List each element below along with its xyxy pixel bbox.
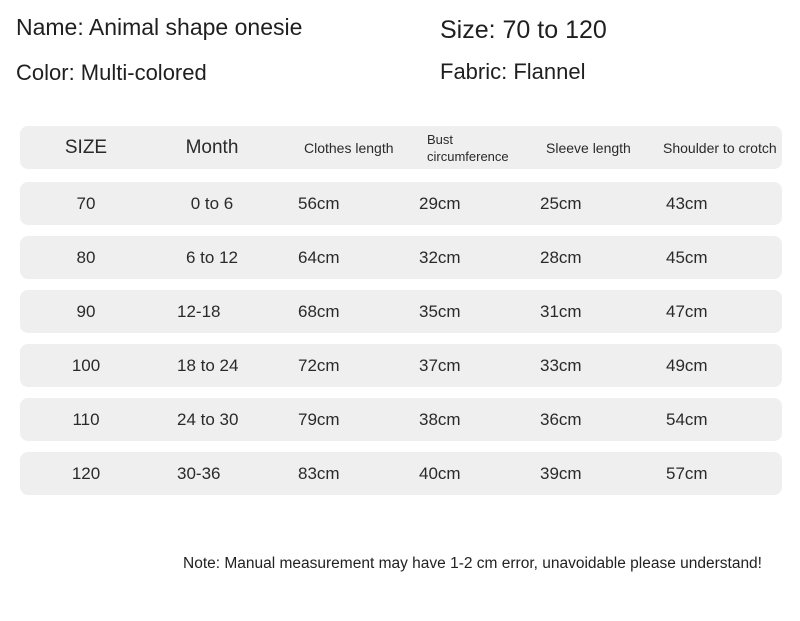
cell-month: 18 to 24 [177, 355, 239, 375]
cell-size: 80 [76, 247, 96, 267]
product-fabric: Fabric: Flannel [440, 59, 586, 84]
cell-sleeve-length: 36cm [540, 409, 582, 429]
product-name: Name: Animal shape onesie [16, 14, 303, 40]
table-row [20, 344, 782, 387]
cell-month: 12-18 [177, 301, 221, 321]
table-header-row [20, 126, 782, 169]
cell-month: 6 to 12 [186, 247, 238, 267]
cell-sleeve-length: 31cm [540, 301, 582, 321]
cell-sleeve-length: 25cm [540, 193, 582, 213]
product-color: Color: Multi-colored [16, 60, 207, 85]
cell-size: 110 [72, 409, 100, 429]
cell-shoulder-to-crotch: 49cm [666, 355, 708, 375]
cell-size: 120 [71, 463, 101, 483]
cell-shoulder-to-crotch: 47cm [666, 301, 708, 321]
measurement-note: Note: Manual measurement may have 1-2 cm error, unavoidable please understand! [183, 555, 762, 572]
header-clothes-length: Clothes length [304, 139, 394, 156]
cell-month: 0 to 6 [190, 193, 234, 213]
header-sleeve-length: Sleeve length [546, 139, 631, 156]
cell-sleeve-length: 39cm [540, 463, 582, 483]
cell-bust: 32cm [419, 247, 461, 267]
table-row [20, 182, 782, 225]
cell-size: 70 [76, 193, 96, 213]
cell-shoulder-to-crotch: 57cm [666, 463, 708, 483]
cell-bust: 37cm [419, 355, 461, 375]
header-size: SIZE [64, 136, 108, 158]
product-size-range: Size: 70 to 120 [440, 16, 607, 44]
cell-clothes-length: 79cm [298, 409, 340, 429]
header-shoulder-to-crotch: Shoulder to crotch [663, 139, 777, 156]
cell-bust: 38cm [419, 409, 461, 429]
cell-month: 30-36 [177, 463, 221, 483]
cell-sleeve-length: 28cm [540, 247, 582, 267]
cell-clothes-length: 56cm [298, 193, 340, 213]
cell-month: 24 to 30 [177, 409, 239, 429]
cell-sleeve-length: 33cm [540, 355, 582, 375]
cell-clothes-length: 64cm [298, 247, 340, 267]
cell-size: 100 [71, 355, 101, 375]
header-bust-circumference: Bust circumference [427, 131, 509, 164]
table-row [20, 236, 782, 279]
table-row [20, 290, 782, 333]
cell-shoulder-to-crotch: 45cm [666, 247, 708, 267]
cell-clothes-length: 83cm [298, 463, 340, 483]
cell-clothes-length: 68cm [298, 301, 340, 321]
cell-size: 90 [76, 301, 96, 321]
cell-bust: 40cm [419, 463, 461, 483]
cell-shoulder-to-crotch: 43cm [666, 193, 708, 213]
cell-clothes-length: 72cm [298, 355, 340, 375]
header-month: Month [185, 136, 239, 158]
cell-bust: 29cm [419, 193, 461, 213]
table-row [20, 452, 782, 495]
cell-shoulder-to-crotch: 54cm [666, 409, 708, 429]
table-row [20, 398, 782, 441]
cell-bust: 35cm [419, 301, 461, 321]
